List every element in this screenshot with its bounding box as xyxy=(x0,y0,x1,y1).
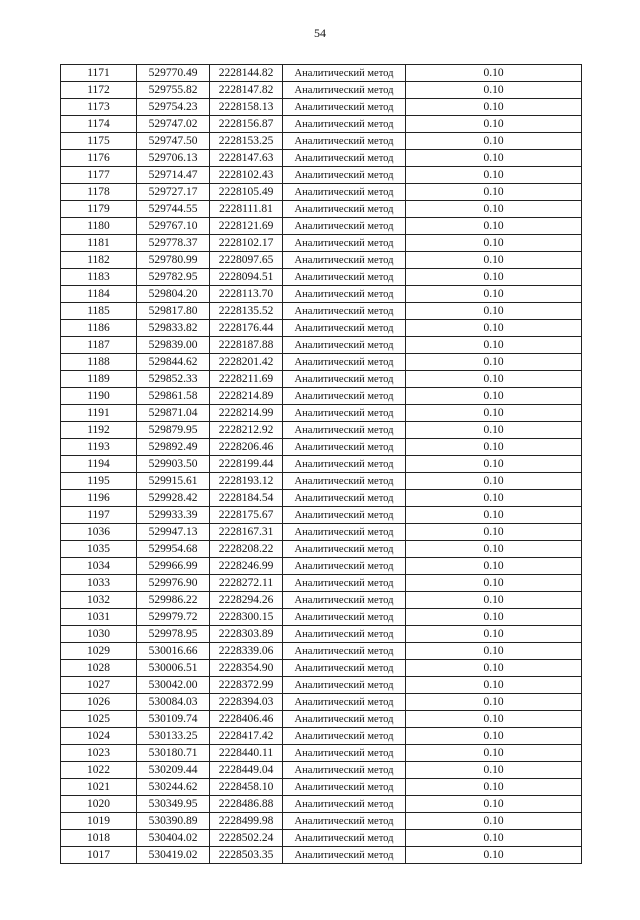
y-coordinate-cell: 2228102.43 xyxy=(210,167,283,184)
table-row xyxy=(61,133,582,150)
method-cell: Аналитический метод xyxy=(283,82,406,99)
y-coordinate-cell: 2228406.46 xyxy=(210,711,283,728)
table-row xyxy=(61,303,582,320)
point-number-cell: 1186 xyxy=(61,320,137,337)
method-cell: Аналитический метод xyxy=(283,167,406,184)
accuracy-cell: 0.10 xyxy=(406,116,582,133)
y-coordinate-cell: 2228113.70 xyxy=(210,286,283,303)
method-cell: Аналитический метод xyxy=(283,558,406,575)
x-coordinate-cell: 530016.66 xyxy=(137,643,210,660)
x-coordinate-cell: 530109.74 xyxy=(137,711,210,728)
accuracy-cell: 0.10 xyxy=(406,541,582,558)
point-number-cell: 1034 xyxy=(61,558,137,575)
x-coordinate-cell: 530042.00 xyxy=(137,677,210,694)
method-cell: Аналитический метод xyxy=(283,626,406,643)
accuracy-cell: 0.10 xyxy=(406,218,582,235)
accuracy-cell: 0.10 xyxy=(406,490,582,507)
method-cell: Аналитический метод xyxy=(283,405,406,422)
method-cell: Аналитический метод xyxy=(283,524,406,541)
point-number-cell: 1018 xyxy=(61,830,137,847)
table-row xyxy=(61,150,582,167)
method-cell: Аналитический метод xyxy=(283,201,406,218)
table-row xyxy=(61,643,582,660)
point-number-cell: 1028 xyxy=(61,660,137,677)
x-coordinate-cell: 529770.49 xyxy=(137,65,210,82)
y-coordinate-cell: 2228208.22 xyxy=(210,541,283,558)
x-coordinate-cell: 529747.02 xyxy=(137,116,210,133)
point-number-cell: 1033 xyxy=(61,575,137,592)
y-coordinate-cell: 2228294.26 xyxy=(210,592,283,609)
method-cell: Аналитический метод xyxy=(283,728,406,745)
accuracy-cell: 0.10 xyxy=(406,65,582,82)
y-coordinate-cell: 2228135.52 xyxy=(210,303,283,320)
y-coordinate-cell: 2228201.42 xyxy=(210,354,283,371)
x-coordinate-cell: 529767.10 xyxy=(137,218,210,235)
table-row xyxy=(61,473,582,490)
accuracy-cell: 0.10 xyxy=(406,422,582,439)
method-cell: Аналитический метод xyxy=(283,609,406,626)
y-coordinate-cell: 2228175.67 xyxy=(210,507,283,524)
method-cell: Аналитический метод xyxy=(283,303,406,320)
y-coordinate-cell: 2228167.31 xyxy=(210,524,283,541)
y-coordinate-cell: 2228187.88 xyxy=(210,337,283,354)
y-coordinate-cell: 2228199.44 xyxy=(210,456,283,473)
method-cell: Аналитический метод xyxy=(283,320,406,337)
y-coordinate-cell: 2228105.49 xyxy=(210,184,283,201)
table-body xyxy=(61,65,582,864)
accuracy-cell: 0.10 xyxy=(406,235,582,252)
point-number-cell: 1020 xyxy=(61,796,137,813)
y-coordinate-cell: 2228211.69 xyxy=(210,371,283,388)
y-coordinate-cell: 2228303.89 xyxy=(210,626,283,643)
y-coordinate-cell: 2228206.46 xyxy=(210,439,283,456)
y-coordinate-cell: 2228144.82 xyxy=(210,65,283,82)
accuracy-cell: 0.10 xyxy=(406,830,582,847)
point-number-cell: 1179 xyxy=(61,201,137,218)
y-coordinate-cell: 2228300.15 xyxy=(210,609,283,626)
x-coordinate-cell: 529778.37 xyxy=(137,235,210,252)
point-number-cell: 1178 xyxy=(61,184,137,201)
method-cell: Аналитический метод xyxy=(283,643,406,660)
page-number: 54 xyxy=(314,26,326,40)
accuracy-cell: 0.10 xyxy=(406,184,582,201)
point-number-cell: 1182 xyxy=(61,252,137,269)
method-cell: Аналитический метод xyxy=(283,456,406,473)
point-number-cell: 1022 xyxy=(61,762,137,779)
x-coordinate-cell: 529947.13 xyxy=(137,524,210,541)
point-number-cell: 1035 xyxy=(61,541,137,558)
point-number-cell: 1030 xyxy=(61,626,137,643)
x-coordinate-cell: 529780.99 xyxy=(137,252,210,269)
accuracy-cell: 0.10 xyxy=(406,745,582,762)
method-cell: Аналитический метод xyxy=(283,184,406,201)
x-coordinate-cell: 529879.95 xyxy=(137,422,210,439)
x-coordinate-cell: 529706.13 xyxy=(137,150,210,167)
point-number-cell: 1195 xyxy=(61,473,137,490)
coordinates-table xyxy=(60,64,582,864)
table-row xyxy=(61,779,582,796)
x-coordinate-cell: 529804.20 xyxy=(137,286,210,303)
y-coordinate-cell: 2228193.12 xyxy=(210,473,283,490)
method-cell: Аналитический метод xyxy=(283,762,406,779)
method-cell: Аналитический метод xyxy=(283,116,406,133)
table-row xyxy=(61,762,582,779)
method-cell: Аналитический метод xyxy=(283,473,406,490)
method-cell: Аналитический метод xyxy=(283,337,406,354)
point-number-cell: 1023 xyxy=(61,745,137,762)
method-cell: Аналитический метод xyxy=(283,745,406,762)
y-coordinate-cell: 2228354.90 xyxy=(210,660,283,677)
x-coordinate-cell: 529747.50 xyxy=(137,133,210,150)
method-cell: Аналитический метод xyxy=(283,796,406,813)
accuracy-cell: 0.10 xyxy=(406,847,582,864)
accuracy-cell: 0.10 xyxy=(406,711,582,728)
method-cell: Аналитический метод xyxy=(283,269,406,286)
method-cell: Аналитический метод xyxy=(283,677,406,694)
accuracy-cell: 0.10 xyxy=(406,354,582,371)
point-number-cell: 1171 xyxy=(61,65,137,82)
method-cell: Аналитический метод xyxy=(283,830,406,847)
accuracy-cell: 0.10 xyxy=(406,82,582,99)
method-cell: Аналитический метод xyxy=(283,813,406,830)
table-row xyxy=(61,813,582,830)
method-cell: Аналитический метод xyxy=(283,711,406,728)
point-number-cell: 1173 xyxy=(61,99,137,116)
table-row xyxy=(61,490,582,507)
table-row xyxy=(61,218,582,235)
x-coordinate-cell: 530244.62 xyxy=(137,779,210,796)
x-coordinate-cell: 530349.95 xyxy=(137,796,210,813)
x-coordinate-cell: 530390.89 xyxy=(137,813,210,830)
table-row xyxy=(61,252,582,269)
accuracy-cell: 0.10 xyxy=(406,677,582,694)
accuracy-cell: 0.10 xyxy=(406,473,582,490)
method-cell: Аналитический метод xyxy=(283,388,406,405)
x-coordinate-cell: 530133.25 xyxy=(137,728,210,745)
point-number-cell: 1180 xyxy=(61,218,137,235)
point-number-cell: 1196 xyxy=(61,490,137,507)
method-cell: Аналитический метод xyxy=(283,660,406,677)
point-number-cell: 1191 xyxy=(61,405,137,422)
y-coordinate-cell: 2228272.11 xyxy=(210,575,283,592)
table-row xyxy=(61,728,582,745)
y-coordinate-cell: 2228214.99 xyxy=(210,405,283,422)
coordinates-table-container xyxy=(60,64,581,864)
table-row xyxy=(61,694,582,711)
table-row xyxy=(61,507,582,524)
y-coordinate-cell: 2228502.24 xyxy=(210,830,283,847)
table-row xyxy=(61,711,582,728)
table-row xyxy=(61,745,582,762)
method-cell: Аналитический метод xyxy=(283,575,406,592)
point-number-cell: 1190 xyxy=(61,388,137,405)
table-row xyxy=(61,65,582,82)
method-cell: Аналитический метод xyxy=(283,133,406,150)
y-coordinate-cell: 2228121.69 xyxy=(210,218,283,235)
method-cell: Аналитический метод xyxy=(283,99,406,116)
x-coordinate-cell: 529903.50 xyxy=(137,456,210,473)
accuracy-cell: 0.10 xyxy=(406,643,582,660)
table-row xyxy=(61,677,582,694)
point-number-cell: 1019 xyxy=(61,813,137,830)
table-row xyxy=(61,456,582,473)
accuracy-cell: 0.10 xyxy=(406,320,582,337)
y-coordinate-cell: 2228372.99 xyxy=(210,677,283,694)
table-row xyxy=(61,201,582,218)
point-number-cell: 1188 xyxy=(61,354,137,371)
table-row xyxy=(61,439,582,456)
method-cell: Аналитический метод xyxy=(283,252,406,269)
x-coordinate-cell: 529978.95 xyxy=(137,626,210,643)
point-number-cell: 1197 xyxy=(61,507,137,524)
table-row xyxy=(61,609,582,626)
x-coordinate-cell: 529892.49 xyxy=(137,439,210,456)
table-row xyxy=(61,320,582,337)
point-number-cell: 1184 xyxy=(61,286,137,303)
point-number-cell: 1025 xyxy=(61,711,137,728)
table-row xyxy=(61,99,582,116)
point-number-cell: 1177 xyxy=(61,167,137,184)
y-coordinate-cell: 2228097.65 xyxy=(210,252,283,269)
x-coordinate-cell: 529986.22 xyxy=(137,592,210,609)
method-cell: Аналитический метод xyxy=(283,371,406,388)
table-row xyxy=(61,575,582,592)
x-coordinate-cell: 530404.02 xyxy=(137,830,210,847)
accuracy-cell: 0.10 xyxy=(406,728,582,745)
method-cell: Аналитический метод xyxy=(283,235,406,252)
accuracy-cell: 0.10 xyxy=(406,405,582,422)
x-coordinate-cell: 529833.82 xyxy=(137,320,210,337)
table-row xyxy=(61,337,582,354)
point-number-cell: 1183 xyxy=(61,269,137,286)
y-coordinate-cell: 2228176.44 xyxy=(210,320,283,337)
accuracy-cell: 0.10 xyxy=(406,694,582,711)
accuracy-cell: 0.10 xyxy=(406,388,582,405)
point-number-cell: 1024 xyxy=(61,728,137,745)
accuracy-cell: 0.10 xyxy=(406,167,582,184)
y-coordinate-cell: 2228458.10 xyxy=(210,779,283,796)
x-coordinate-cell: 529782.95 xyxy=(137,269,210,286)
table-row xyxy=(61,558,582,575)
y-coordinate-cell: 2228153.25 xyxy=(210,133,283,150)
table-row xyxy=(61,371,582,388)
accuracy-cell: 0.10 xyxy=(406,558,582,575)
y-coordinate-cell: 2228449.04 xyxy=(210,762,283,779)
y-coordinate-cell: 2228339.06 xyxy=(210,643,283,660)
y-coordinate-cell: 2228246.99 xyxy=(210,558,283,575)
point-number-cell: 1181 xyxy=(61,235,137,252)
x-coordinate-cell: 529744.55 xyxy=(137,201,210,218)
table-row xyxy=(61,847,582,864)
accuracy-cell: 0.10 xyxy=(406,796,582,813)
x-coordinate-cell: 529755.82 xyxy=(137,82,210,99)
point-number-cell: 1194 xyxy=(61,456,137,473)
accuracy-cell: 0.10 xyxy=(406,439,582,456)
x-coordinate-cell: 529928.42 xyxy=(137,490,210,507)
x-coordinate-cell: 530006.51 xyxy=(137,660,210,677)
table-row xyxy=(61,388,582,405)
accuracy-cell: 0.10 xyxy=(406,99,582,116)
table-row xyxy=(61,660,582,677)
x-coordinate-cell: 529852.33 xyxy=(137,371,210,388)
method-cell: Аналитический метод xyxy=(283,847,406,864)
y-coordinate-cell: 2228417.42 xyxy=(210,728,283,745)
table-row xyxy=(61,235,582,252)
method-cell: Аналитический метод xyxy=(283,439,406,456)
accuracy-cell: 0.10 xyxy=(406,456,582,473)
method-cell: Аналитический метод xyxy=(283,422,406,439)
accuracy-cell: 0.10 xyxy=(406,371,582,388)
accuracy-cell: 0.10 xyxy=(406,133,582,150)
point-number-cell: 1185 xyxy=(61,303,137,320)
y-coordinate-cell: 2228394.03 xyxy=(210,694,283,711)
y-coordinate-cell: 2228212.92 xyxy=(210,422,283,439)
point-number-cell: 1036 xyxy=(61,524,137,541)
y-coordinate-cell: 2228440.11 xyxy=(210,745,283,762)
table-row xyxy=(61,82,582,99)
x-coordinate-cell: 530084.03 xyxy=(137,694,210,711)
x-coordinate-cell: 529976.90 xyxy=(137,575,210,592)
y-coordinate-cell: 2228184.54 xyxy=(210,490,283,507)
point-number-cell: 1031 xyxy=(61,609,137,626)
method-cell: Аналитический метод xyxy=(283,694,406,711)
x-coordinate-cell: 529861.58 xyxy=(137,388,210,405)
method-cell: Аналитический метод xyxy=(283,65,406,82)
y-coordinate-cell: 2228094.51 xyxy=(210,269,283,286)
x-coordinate-cell: 529966.99 xyxy=(137,558,210,575)
table-row xyxy=(61,541,582,558)
y-coordinate-cell: 2228147.63 xyxy=(210,150,283,167)
method-cell: Аналитический метод xyxy=(283,150,406,167)
x-coordinate-cell: 529979.72 xyxy=(137,609,210,626)
method-cell: Аналитический метод xyxy=(283,286,406,303)
y-coordinate-cell: 2228147.82 xyxy=(210,82,283,99)
table-row xyxy=(61,405,582,422)
x-coordinate-cell: 529714.47 xyxy=(137,167,210,184)
x-coordinate-cell: 529933.39 xyxy=(137,507,210,524)
x-coordinate-cell: 529817.80 xyxy=(137,303,210,320)
x-coordinate-cell: 530209.44 xyxy=(137,762,210,779)
accuracy-cell: 0.10 xyxy=(406,779,582,796)
method-cell: Аналитический метод xyxy=(283,779,406,796)
y-coordinate-cell: 2228102.17 xyxy=(210,235,283,252)
point-number-cell: 1175 xyxy=(61,133,137,150)
y-coordinate-cell: 2228499.98 xyxy=(210,813,283,830)
point-number-cell: 1026 xyxy=(61,694,137,711)
method-cell: Аналитический метод xyxy=(283,541,406,558)
table-row xyxy=(61,354,582,371)
point-number-cell: 1017 xyxy=(61,847,137,864)
accuracy-cell: 0.10 xyxy=(406,813,582,830)
y-coordinate-cell: 2228503.35 xyxy=(210,847,283,864)
accuracy-cell: 0.10 xyxy=(406,660,582,677)
accuracy-cell: 0.10 xyxy=(406,286,582,303)
point-number-cell: 1029 xyxy=(61,643,137,660)
accuracy-cell: 0.10 xyxy=(406,524,582,541)
accuracy-cell: 0.10 xyxy=(406,575,582,592)
y-coordinate-cell: 2228156.87 xyxy=(210,116,283,133)
accuracy-cell: 0.10 xyxy=(406,201,582,218)
point-number-cell: 1189 xyxy=(61,371,137,388)
accuracy-cell: 0.10 xyxy=(406,150,582,167)
table-row xyxy=(61,286,582,303)
table-row xyxy=(61,184,582,201)
y-coordinate-cell: 2228158.13 xyxy=(210,99,283,116)
table-row xyxy=(61,592,582,609)
y-coordinate-cell: 2228486.88 xyxy=(210,796,283,813)
table-row xyxy=(61,422,582,439)
x-coordinate-cell: 529754.23 xyxy=(137,99,210,116)
table-row xyxy=(61,626,582,643)
x-coordinate-cell: 530419.02 xyxy=(137,847,210,864)
table-row xyxy=(61,167,582,184)
point-number-cell: 1172 xyxy=(61,82,137,99)
point-number-cell: 1192 xyxy=(61,422,137,439)
point-number-cell: 1021 xyxy=(61,779,137,796)
accuracy-cell: 0.10 xyxy=(406,337,582,354)
point-number-cell: 1193 xyxy=(61,439,137,456)
point-number-cell: 1174 xyxy=(61,116,137,133)
method-cell: Аналитический метод xyxy=(283,507,406,524)
method-cell: Аналитический метод xyxy=(283,218,406,235)
x-coordinate-cell: 529727.17 xyxy=(137,184,210,201)
accuracy-cell: 0.10 xyxy=(406,626,582,643)
table-row xyxy=(61,830,582,847)
table-row xyxy=(61,524,582,541)
accuracy-cell: 0.10 xyxy=(406,507,582,524)
point-number-cell: 1176 xyxy=(61,150,137,167)
table-row xyxy=(61,116,582,133)
accuracy-cell: 0.10 xyxy=(406,592,582,609)
point-number-cell: 1027 xyxy=(61,677,137,694)
y-coordinate-cell: 2228111.81 xyxy=(210,201,283,218)
method-cell: Аналитический метод xyxy=(283,592,406,609)
x-coordinate-cell: 529871.04 xyxy=(137,405,210,422)
x-coordinate-cell: 529915.61 xyxy=(137,473,210,490)
x-coordinate-cell: 530180.71 xyxy=(137,745,210,762)
accuracy-cell: 0.10 xyxy=(406,303,582,320)
accuracy-cell: 0.10 xyxy=(406,609,582,626)
accuracy-cell: 0.10 xyxy=(406,252,582,269)
method-cell: Аналитический метод xyxy=(283,490,406,507)
y-coordinate-cell: 2228214.89 xyxy=(210,388,283,405)
x-coordinate-cell: 529839.00 xyxy=(137,337,210,354)
accuracy-cell: 0.10 xyxy=(406,269,582,286)
method-cell: Аналитический метод xyxy=(283,354,406,371)
table-row xyxy=(61,796,582,813)
table-row xyxy=(61,269,582,286)
x-coordinate-cell: 529844.62 xyxy=(137,354,210,371)
point-number-cell: 1032 xyxy=(61,592,137,609)
accuracy-cell: 0.10 xyxy=(406,762,582,779)
point-number-cell: 1187 xyxy=(61,337,137,354)
x-coordinate-cell: 529954.68 xyxy=(137,541,210,558)
